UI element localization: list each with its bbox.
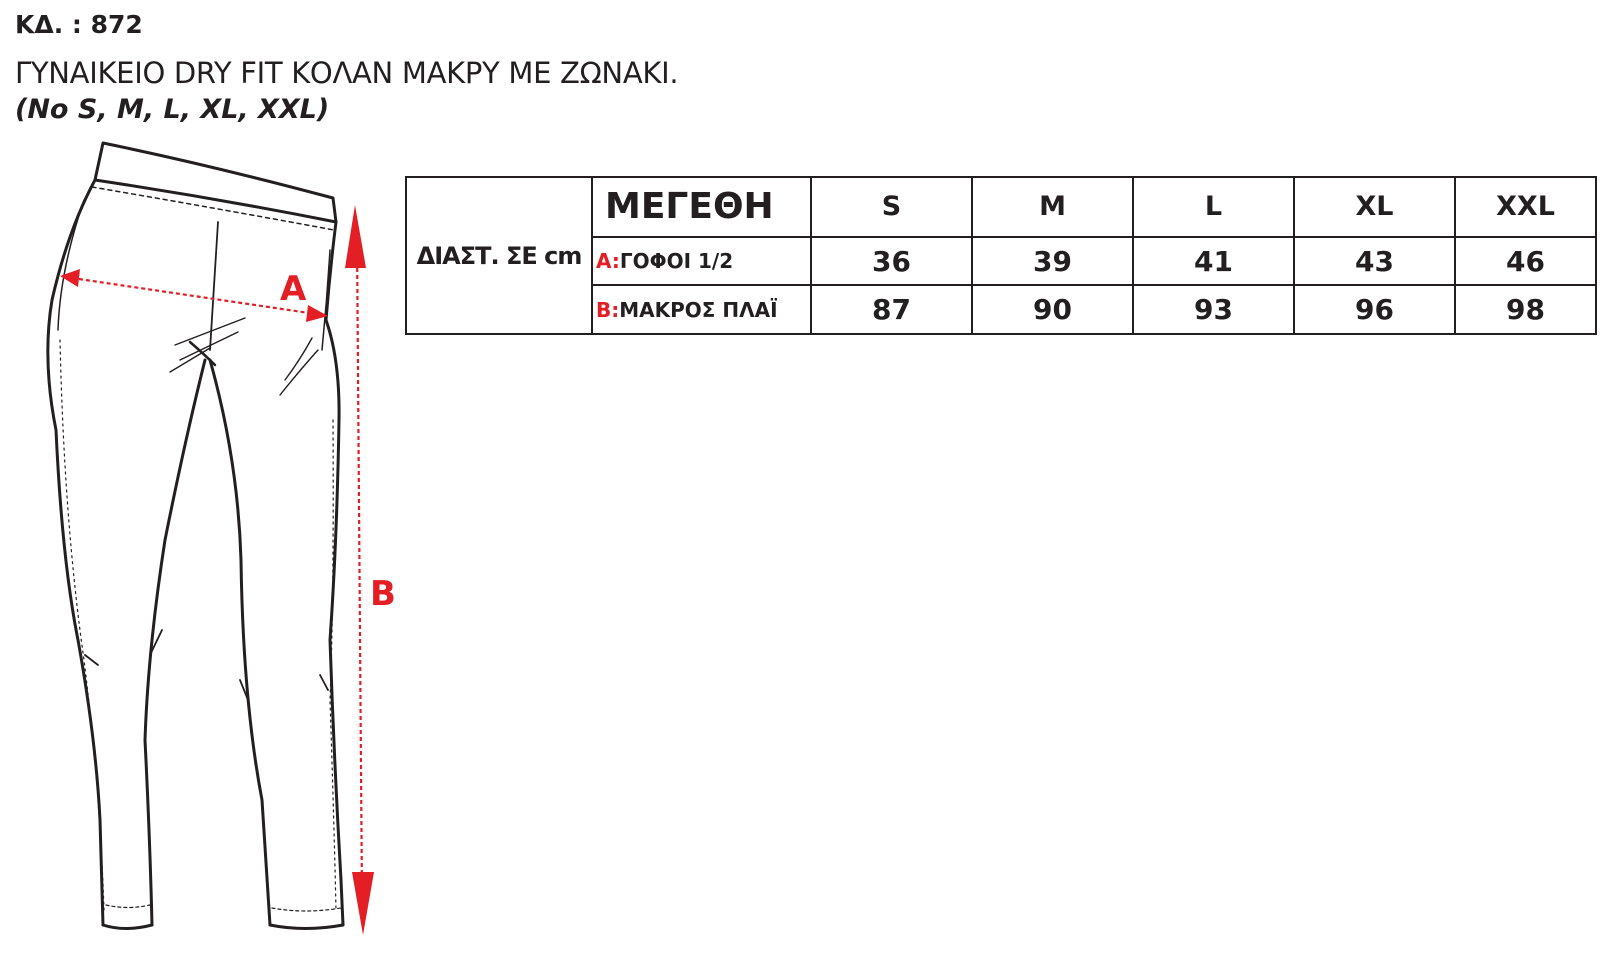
leggings-sketch bbox=[0, 140, 420, 971]
size-header-s: S bbox=[811, 177, 972, 237]
row-letter-b: B: bbox=[596, 297, 620, 322]
table-cell: 96 bbox=[1294, 285, 1455, 334]
table-cell: 90 bbox=[972, 285, 1133, 334]
table-cell: 36 bbox=[811, 237, 972, 286]
size-header-xxl: XXL bbox=[1455, 177, 1596, 237]
table-cell: 43 bbox=[1294, 237, 1455, 286]
row-label-text: ΜΑΚΡΟΣ ΠΛΑΪ bbox=[619, 297, 778, 322]
table-cell: 41 bbox=[1133, 237, 1294, 286]
table-cell: 93 bbox=[1133, 285, 1294, 334]
table-cell: 46 bbox=[1455, 237, 1596, 286]
table-cell: 39 bbox=[972, 237, 1133, 286]
row-label-text: ΓΟΦΟΙ 1/2 bbox=[619, 249, 734, 274]
product-code: ΚΔ. : 872 bbox=[15, 10, 143, 39]
table-cell: 98 bbox=[1455, 285, 1596, 334]
table-header-row bbox=[406, 177, 1596, 237]
row-letter-a: A: bbox=[596, 249, 620, 274]
row-label-hips bbox=[592, 237, 811, 286]
size-chart-table bbox=[405, 176, 1597, 335]
size-header-l: L bbox=[1133, 177, 1294, 237]
available-sizes-note: (No S, M, L, XL, XXL) bbox=[15, 94, 330, 125]
dimensions-unit-label: ΔΙΑΣΤ. ΣΕ cm bbox=[406, 177, 592, 334]
table-cell: 87 bbox=[811, 285, 972, 334]
row-label-side-length bbox=[592, 285, 811, 334]
measurement-label-b: B bbox=[370, 574, 396, 614]
sizes-header: ΜΕΓΕΘΗ bbox=[592, 177, 811, 237]
product-description: ΓΥΝΑΙΚΕΙΟ DRY FIT ΚΟΛΑΝ ΜΑΚΡΥ ΜΕ ΖΩΝΑΚΙ. bbox=[15, 56, 679, 90]
size-header-m: M bbox=[972, 177, 1133, 237]
measurement-label-a: A bbox=[280, 269, 307, 309]
size-header-xl: XL bbox=[1294, 177, 1455, 237]
